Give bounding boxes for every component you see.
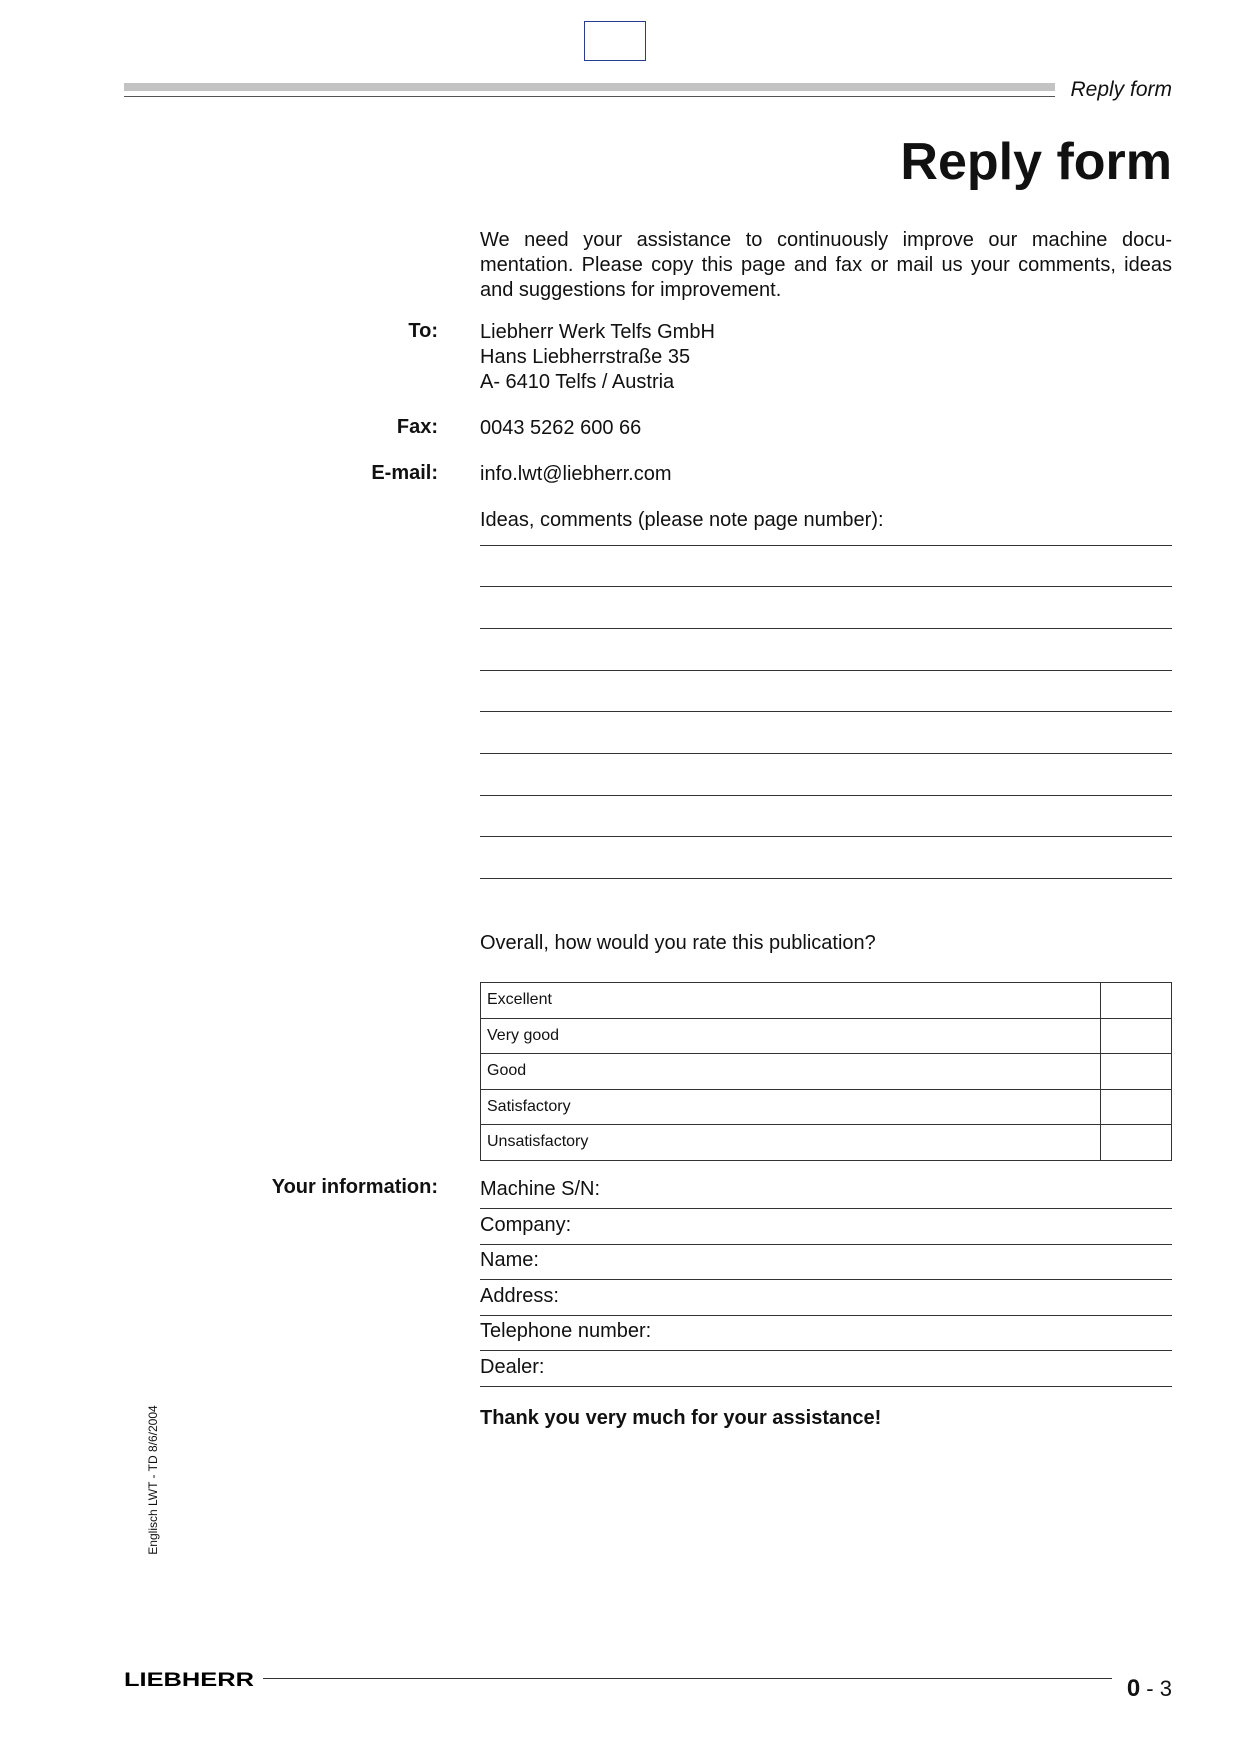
page-number (1127, 1675, 1172, 1703)
fax-label: Fax: (396, 416, 438, 438)
name-field[interactable]: Name: (480, 1243, 1172, 1280)
logo-text: LIEBHERR (124, 1671, 255, 1689)
footer-rule (263, 1678, 1112, 1679)
page-number-value: 3 (1159, 1676, 1172, 1701)
your-info-label: Your information: (271, 1176, 438, 1198)
header-rule (124, 96, 1055, 97)
rating-table (480, 982, 1172, 1161)
header-bar (124, 83, 1055, 91)
intro-text: We need your assistance to continuously improve our machine docu-mentation. Please copy this page and fax or mail us your comments, ideas and suggestions for improvement. (480, 229, 1172, 301)
address-field[interactable]: Address: (480, 1279, 1172, 1316)
rating-question: Overall, how would you rate this publication? (480, 932, 876, 954)
dealer-field[interactable]: Dealer: (480, 1350, 1172, 1387)
to-address-line1: Liebherr Werk Telfs GmbH (480, 321, 715, 343)
side-note: Englisch LWT - TD 8/6/2004 (146, 1405, 160, 1555)
comment-line[interactable] (480, 753, 1172, 754)
section-number: 0 (1126, 1675, 1141, 1702)
rating-checkbox-excellent[interactable] (1101, 983, 1172, 1019)
page-number-separator: - (1140, 1676, 1160, 1701)
rating-row (481, 1125, 1172, 1161)
machine-sn-field[interactable]: Machine S/N: (480, 1172, 1172, 1209)
page-title: Reply form (900, 133, 1172, 191)
rating-row (481, 1018, 1172, 1054)
telephone-field[interactable]: Telephone number: (480, 1314, 1172, 1351)
rating-option: Satisfactory (481, 1089, 1101, 1125)
header-section-title: Reply form (1070, 78, 1172, 101)
rating-option: Excellent (481, 983, 1101, 1019)
thanks-text: Thank you very much for your assistance! (480, 1407, 882, 1429)
comment-line[interactable] (480, 586, 1172, 587)
ideas-prompt: Ideas, comments (please note page number): (480, 509, 884, 531)
rating-checkbox-good[interactable] (1101, 1054, 1172, 1090)
comment-line[interactable] (480, 628, 1172, 629)
comment-line[interactable] (480, 878, 1172, 879)
liebherr-logo (124, 1671, 256, 1694)
rating-option: Unsatisfactory (481, 1125, 1101, 1161)
comment-line[interactable] (480, 545, 1172, 546)
email-value[interactable]: info.lwt@liebherr.com (480, 463, 672, 485)
comment-line[interactable] (480, 795, 1172, 796)
rating-checkbox-unsatisfactory[interactable] (1101, 1125, 1172, 1161)
to-address-line3: A- 6410 Telfs / Austria (480, 371, 675, 393)
email-label: E-mail: (371, 462, 438, 484)
comment-line[interactable] (480, 670, 1172, 671)
to-address-line2: Hans Liebherrstraße 35 (480, 346, 691, 368)
rating-row (481, 1054, 1172, 1090)
rating-row (481, 1089, 1172, 1125)
company-field[interactable]: Company: (480, 1208, 1172, 1245)
liebherr-logo-mark (124, 1671, 256, 1689)
fax-value: 0043 5262 600 66 (480, 417, 642, 439)
to-label: To: (408, 320, 438, 342)
rating-option: Very good (481, 1018, 1101, 1054)
comment-line[interactable] (480, 711, 1172, 712)
header-box (584, 21, 646, 61)
rating-row (481, 983, 1172, 1019)
rating-checkbox-satisfactory[interactable] (1101, 1089, 1172, 1125)
rating-checkbox-very-good[interactable] (1101, 1018, 1172, 1054)
rating-option: Good (481, 1054, 1101, 1090)
comment-line[interactable] (480, 836, 1172, 837)
